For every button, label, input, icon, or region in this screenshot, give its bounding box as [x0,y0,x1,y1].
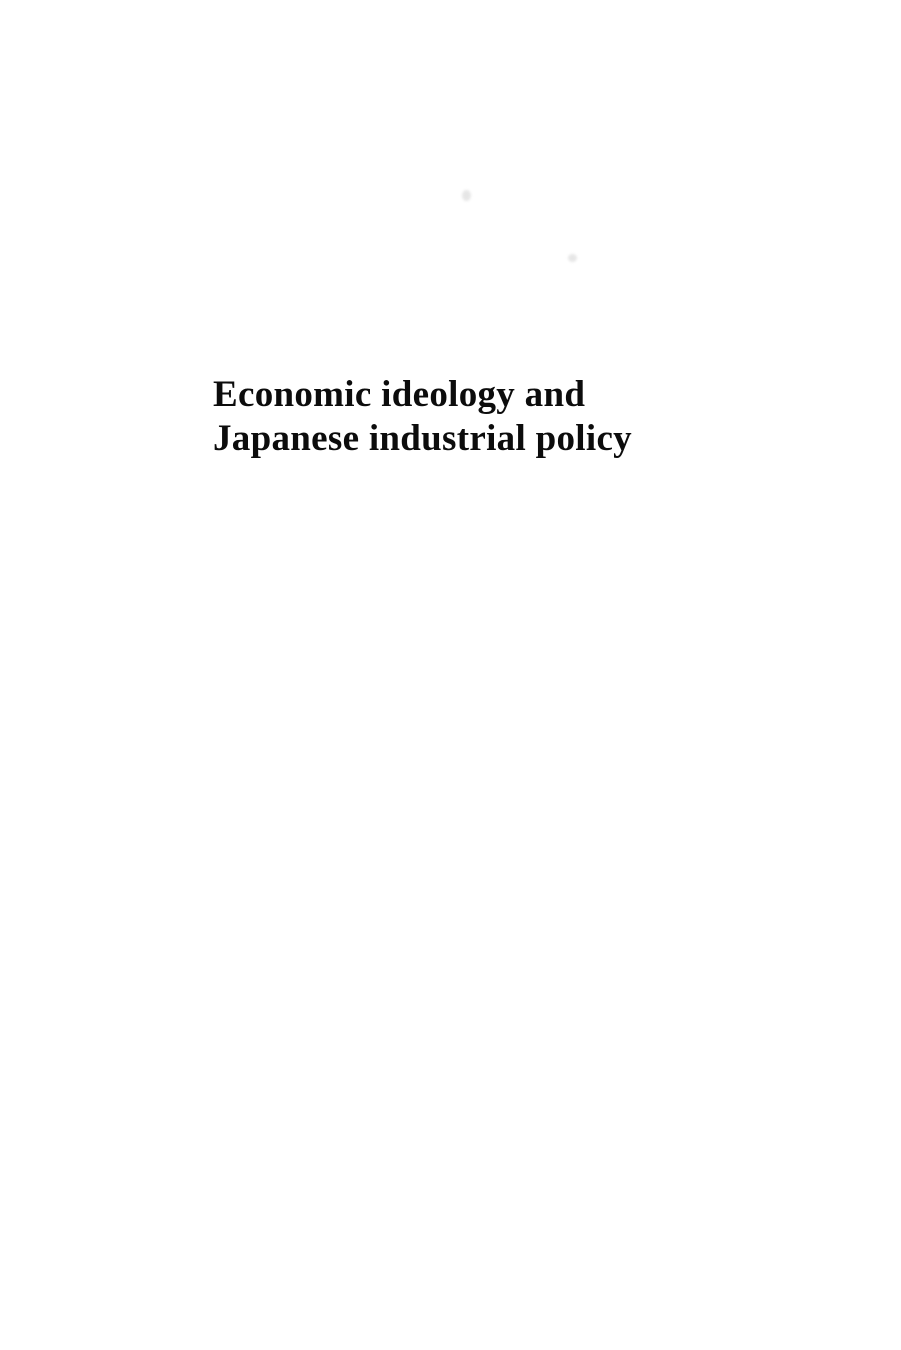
book-title-line-2: Japanese industrial policy [213,418,632,459]
scan-speck [462,190,471,201]
book-title-line-1: Economic ideology and [213,374,586,415]
scan-speck [568,254,577,262]
book-title [213,373,632,461]
